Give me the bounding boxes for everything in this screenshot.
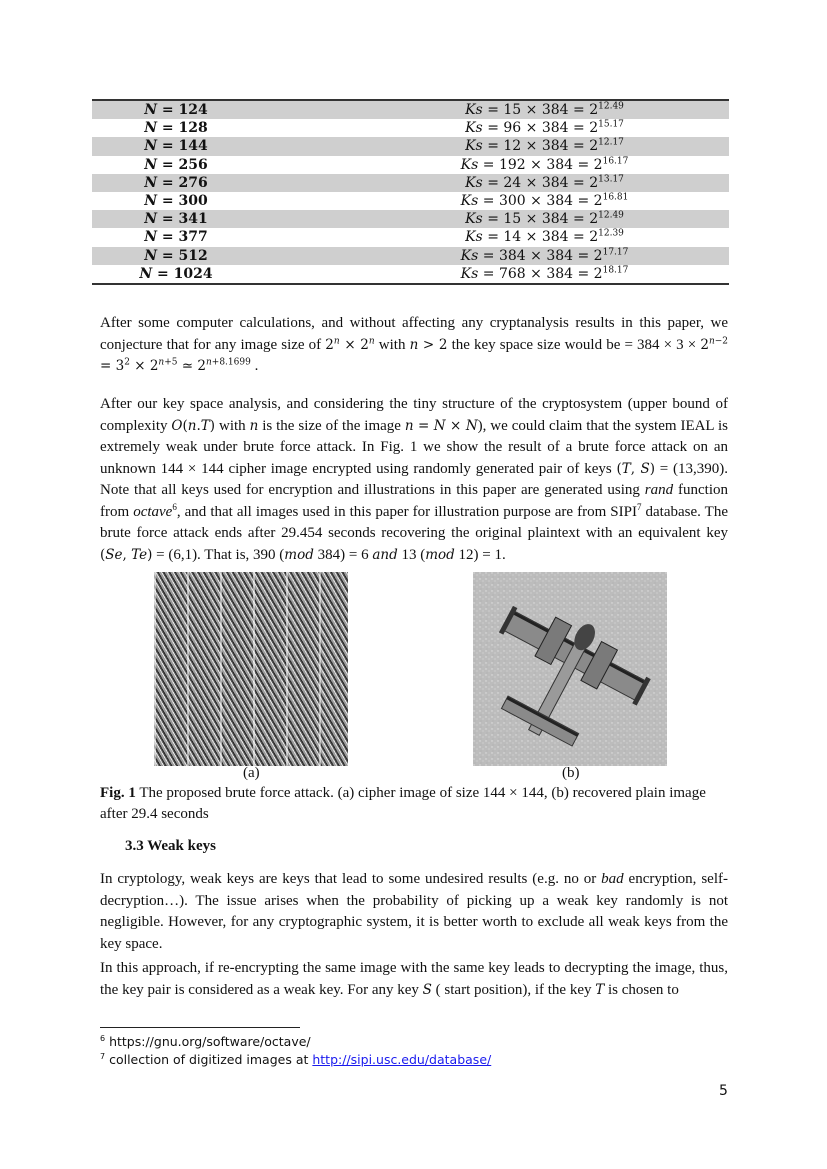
text: function from [100, 482, 728, 520]
text: = 3 [100, 358, 125, 374]
table-row [92, 137, 729, 155]
text: bad [601, 871, 624, 887]
key-space-cell: $Ks = 192 \times 384 = 2^{16.17}$ [460, 156, 629, 173]
table-row [92, 174, 729, 192]
text: . [250, 358, 259, 374]
text: octave [133, 503, 173, 520]
footnote-divider [100, 1027, 300, 1028]
text: 13 ( [397, 546, 426, 563]
text: mod [284, 546, 314, 563]
table-row [92, 265, 729, 283]
text: After our key space analysis, and considering the tiny structure of the cryptosystem (upper bound of complexity [100, 396, 728, 434]
key-space-cell: $Ks = 15 \times 384 = 2^{12.49}$ [465, 210, 624, 228]
text: 384) = 6 [313, 546, 373, 563]
paragraph-brute-force: After our key space analysis, and considering the tiny structure of the cryptosystem (upper bound of complexity O(n.T) with n is the size of the image n = N × N), we could claim that the system IEAL is extremely weak under brute force attack. In Fig. 1 we show the result of a brute force attack on an unknown 144 × 144 cipher image encrypted using randomly generated pair of keys (T, S) = (13,390). Note that all keys used for encryption and illustrations in this paper are generated using rand function from octave$^6$, and that all images used in this paper for illustration purpose are from SIPI$^7$ database. The brute force attack ends after 29.454 seconds recovering the original plaintext with an equivalent key (Se, Te) = (6,1). That is, 390 (mod 384) = 6 and 13 (mod 12) = 1. [100, 396, 729, 563]
footnote-text: collection of digitized images at [109, 1052, 313, 1067]
key-space-table [92, 99, 729, 285]
image-size-cell: N = 256 [144, 156, 208, 173]
table-row [92, 247, 729, 265]
figure-number: Fig. 1 [100, 785, 136, 801]
section-heading: 3.3 Weak keys [125, 838, 216, 854]
footnote-ref-7[interactable]: 7 [636, 501, 642, 512]
figure-label-a: (a) [243, 765, 260, 781]
footnote-7 [100, 1052, 491, 1067]
sipi-database-link[interactable]: http://sipi.usc.edu/database/ [312, 1052, 492, 1067]
paragraph-weak-keys-approach [100, 958, 728, 1001]
footnote-6 [100, 1034, 311, 1049]
text: × 2 [129, 358, 159, 374]
text: After some computer calculations, and without affecting any cryptanalysis results in this paper, we conjecture that for any image size of [100, 315, 728, 353]
key-space-cell: $Ks = 96 \times 384 = 2^{15.17}$ [465, 119, 624, 137]
table-row [92, 101, 729, 119]
text: In cryptology, weak keys are keys that lead to some undesired results (e.g. no or [100, 871, 602, 887]
recovered-plain-image [473, 572, 667, 766]
table-row [92, 210, 729, 228]
text: database. The brute force attack ends after 29.454 seconds recovering the original plaintext with an equivalent key [100, 503, 728, 541]
text: , and that all images used in this paper for illustration purpose are from SIPI [176, 503, 637, 520]
text: with [215, 417, 250, 434]
text: mod [425, 546, 455, 563]
text: ≃ 2 [177, 358, 206, 374]
footnote-text: https://gnu.org/software/octave/ [109, 1034, 311, 1049]
image-size-cell: N = 128 [144, 120, 208, 137]
footnote-number: 7 [100, 1051, 106, 1061]
image-size-cell: N = 300 [144, 193, 208, 210]
key-space-cell: $Ks = 12 \times 384 = 2^{12.17}$ [465, 137, 624, 155]
key-space-cell: $Ks = 24 \times 384 = 2^{13.17}$ [465, 174, 624, 191]
key-space-cell: $Ks = 300 \times 384 = 2^{16.81}$ [460, 192, 629, 210]
figure-caption [100, 783, 728, 825]
key-space-cell: $Ks = 384 \times 384 = 2^{17.17}$ [460, 246, 629, 264]
text: ), we could claim that the system IEAL is extremely weak under brute force attack. In Fig. 1 we show the result of a brute force attack on an unknown 144 × 144 cipher image encrypted using randomly generated pair of keys [100, 417, 728, 477]
footnote-ref-6[interactable]: 6 [172, 501, 177, 512]
text: is chosen to [604, 981, 679, 998]
image-size-cell: N = 512 [144, 247, 208, 264]
text: S [422, 981, 432, 998]
text: encryption, self-decryption…). The issue arises when the probability of picking up a weak key randomly is not negligible. However, for any cryptographic system, it is better worth to exclude all weak keys from the key space. [100, 871, 728, 952]
table-row [92, 192, 729, 210]
image-size-cell: N = 341 [144, 211, 208, 228]
image-size-cell: N = 124 [144, 102, 208, 119]
caption-text: The proposed brute force attack. (a) cipher image of size 144 × 144, (b) recovered plain image after 29.4 seconds [100, 785, 706, 822]
text: ( start position), if the key [431, 981, 596, 998]
table-row [92, 156, 729, 174]
image-size-cell: N = 144 [144, 138, 208, 155]
image-size-cell: N = 276 [144, 174, 208, 191]
text: 12) = 1. [454, 546, 506, 563]
table-row [92, 119, 729, 137]
text: with [374, 336, 410, 353]
text: is the size of the image [258, 417, 405, 434]
key-space-cell: $Ks = 14 \times 384 = 2^{12.39}$ [465, 228, 624, 246]
text: rand [644, 482, 674, 498]
footnote-number: 6 [100, 1033, 106, 1043]
text: and [372, 546, 398, 563]
text: = (13,390). Note that all keys used for encryption and illustrations in this paper are generated using [100, 460, 729, 498]
key-space-cell: $Ks = 768 \times 384 = 2^{18.17}$ [460, 265, 629, 282]
paragraph-weak-keys-intro [100, 869, 728, 955]
text: = (6,1). That is, 390 ( [152, 546, 285, 563]
image-size-cell: N = 1024 [139, 265, 213, 282]
airplane-icon [473, 572, 667, 766]
cipher-image [154, 572, 348, 766]
page-number: 5 [719, 1083, 728, 1099]
text: T [595, 981, 605, 998]
table-row [92, 228, 729, 246]
paragraph-key-space-conjecture: After some computer calculations, and without affecting any cryptanalysis results in this paper, we conjecture that for any image size of $2^n \times 2^n$ with n > 2 the key space size would be = $384 \times 3 \times 2^{n-2} = 3^2 \times 2^{n+5}$ ≃ $2^{n+8.1699}$ . [100, 315, 729, 374]
key-space-cell: $Ks = 15 \times 384 = 2^{12.49}$ [465, 101, 624, 119]
text: the key space size would be = 384 × 3 × [447, 336, 701, 353]
figure-label-b: (b) [562, 765, 580, 781]
image-size-cell: N = 377 [144, 229, 208, 246]
text: In this approach, if re-encrypting the same image with the same key leads to decrypting the image, thus, the key pair is considered as a weak key. For any key [100, 960, 728, 998]
